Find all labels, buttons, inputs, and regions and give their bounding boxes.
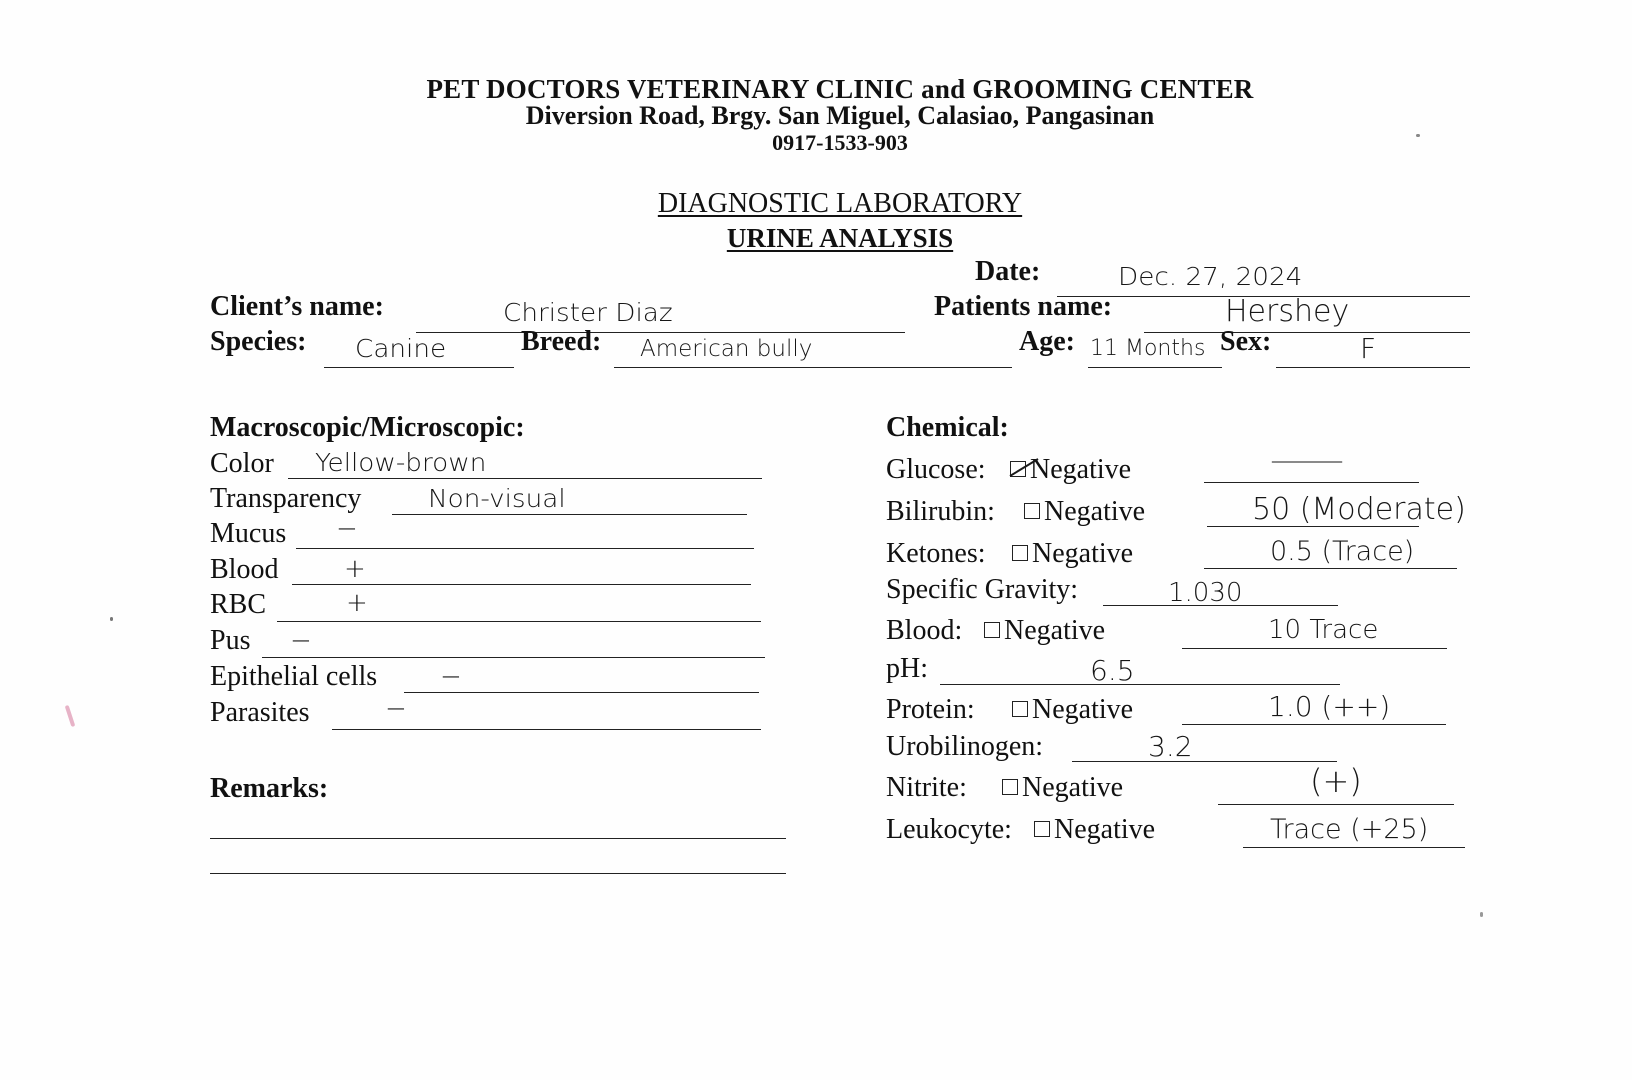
scan-speck [65, 705, 76, 727]
species-label: Species: [210, 326, 307, 357]
parasites-line [332, 729, 761, 730]
epithelial-label: Epithelial cells [210, 661, 378, 692]
glucose-label: Glucose: [886, 454, 986, 485]
bilirubin-negative-option[interactable] [1024, 496, 1145, 528]
remarks-line-1 [210, 838, 786, 839]
breed-label: Breed: [521, 326, 602, 357]
ketones-line [1204, 568, 1457, 569]
client-name-value: Christer Diaz [503, 298, 673, 327]
ketones-label: Ketones: [886, 538, 986, 569]
urobilinogen-line [1072, 761, 1337, 762]
color-line [288, 478, 762, 479]
bilirubin-label: Bilirubin: [886, 496, 995, 527]
glucose-check-mark [1008, 456, 1042, 482]
glucose-line [1204, 482, 1419, 483]
breed-value: American bully [640, 336, 813, 362]
glucose-value: — [1268, 446, 1346, 476]
epithelial-value: − [440, 662, 462, 692]
chem-blood-line [1182, 648, 1447, 649]
chemical-heading: Chemical: [886, 412, 1009, 443]
blood-line [292, 584, 751, 585]
age-value: 11 Months [1090, 336, 1206, 361]
ketones-value: 0.5 (Trace) [1270, 536, 1415, 567]
remarks-label: Remarks: [210, 773, 329, 804]
chem-blood-negative-option[interactable] [984, 615, 1105, 647]
clinic-name: PET DOCTORS VETERINARY CLINIC and GROOMING CENTER [426, 74, 1254, 104]
mucus-line [296, 548, 754, 549]
sex-label: Sex: [1220, 326, 1272, 357]
bilirubin-negative-text: Negative [1044, 496, 1146, 527]
bilirubin-value: 50 (Moderate) [1252, 492, 1466, 527]
leukocyte-negative-option[interactable] [1034, 814, 1155, 846]
leukocyte-negative-text: Negative [1054, 814, 1156, 845]
rbc-line [277, 621, 761, 622]
client-name-line [416, 332, 905, 333]
blood-value: + [344, 554, 366, 584]
protein-negative-text: Negative [1032, 694, 1134, 725]
transparency-value: Non-visual [428, 484, 566, 513]
chem-blood-negative-text: Negative [1004, 615, 1106, 646]
ketones-negative-text: Negative [1032, 538, 1134, 569]
sex-line [1276, 367, 1470, 368]
clinic-phone: 0917-1533-903 [772, 130, 908, 155]
nitrite-checkbox[interactable] [1002, 779, 1018, 795]
date-label: Date: [975, 256, 1041, 287]
date-value: Dec. 27, 2024 [1118, 262, 1303, 291]
nitrite-line [1218, 804, 1454, 805]
age-line [1088, 367, 1222, 368]
bilirubin-checkbox[interactable] [1024, 503, 1040, 519]
protein-checkbox[interactable] [1012, 701, 1028, 717]
macroscopic-heading: Macroscopic/Microscopic: [210, 412, 525, 443]
breed-line [614, 367, 1012, 368]
pus-label: Pus [210, 625, 251, 656]
form-title: URINE ANALYSIS [726, 223, 954, 253]
specific-gravity-value: 1.030 [1168, 578, 1243, 608]
specific-gravity-label: Specific Gravity: [886, 574, 1079, 605]
ph-value: 6.5 [1090, 654, 1135, 687]
patient-name-line [1144, 332, 1470, 333]
rbc-label: RBC [210, 589, 267, 620]
urobilinogen-value: 3.2 [1148, 730, 1193, 763]
color-label: Color [210, 448, 274, 479]
nitrite-negative-option[interactable] [1002, 772, 1123, 804]
client-name-label: Client’s name: [210, 291, 384, 322]
nitrite-label: Nitrite: [886, 772, 967, 803]
parasites-value: − [385, 694, 407, 724]
parasites-label: Parasites [210, 697, 310, 728]
leukocyte-value: Trace (+25) [1270, 814, 1429, 845]
protein-label: Protein: [886, 694, 975, 725]
department-title: DIAGNOSTIC LABORATORY [657, 188, 1023, 219]
scan-speck [1480, 912, 1483, 917]
protein-line [1182, 724, 1446, 725]
glucose-negative-text: Negative [1030, 454, 1132, 485]
protein-value: 1.0 (++) [1268, 690, 1391, 723]
color-value: Yellow-brown [315, 448, 487, 477]
chem-blood-value: 10 Trace [1268, 615, 1379, 645]
pus-line [262, 657, 765, 658]
epithelial-line [404, 692, 759, 693]
species-value: Canine [355, 334, 447, 363]
rbc-value: + [346, 588, 368, 618]
species-line [324, 367, 514, 368]
urobilinogen-label: Urobilinogen: [886, 731, 1044, 762]
patient-name-label: Patients name: [934, 291, 1113, 322]
age-label: Age: [1019, 326, 1075, 357]
sex-value: F [1360, 332, 1377, 365]
transparency-label: Transparency [210, 483, 362, 514]
leukocyte-label: Leukocyte: [886, 814, 1012, 845]
pus-value: − [290, 626, 312, 656]
chem-blood-label: Blood: [886, 615, 963, 646]
scan-speck [1416, 134, 1420, 137]
patient-name-value: Hershey [1225, 294, 1350, 329]
ph-line [940, 684, 1340, 685]
chem-blood-checkbox[interactable] [984, 622, 1000, 638]
transparency-line [392, 514, 747, 515]
blood-label: Blood [210, 554, 279, 585]
ketones-checkbox[interactable] [1012, 545, 1028, 561]
clinic-address: Diversion Road, Brgy. San Miguel, Calasiao, Pangasinan [525, 101, 1155, 130]
ph-label: pH: [886, 653, 928, 684]
mucus-value: − [336, 514, 358, 544]
leukocyte-line [1243, 847, 1465, 848]
nitrite-negative-text: Negative [1022, 772, 1124, 803]
scan-speck [110, 617, 113, 621]
mucus-label: Mucus [210, 518, 287, 549]
protein-negative-option[interactable] [1012, 694, 1133, 726]
nitrite-value: (+) [1310, 762, 1362, 800]
remarks-line-2 [210, 873, 786, 874]
ketones-negative-option[interactable] [1012, 538, 1133, 570]
leukocyte-checkbox[interactable] [1034, 821, 1050, 837]
